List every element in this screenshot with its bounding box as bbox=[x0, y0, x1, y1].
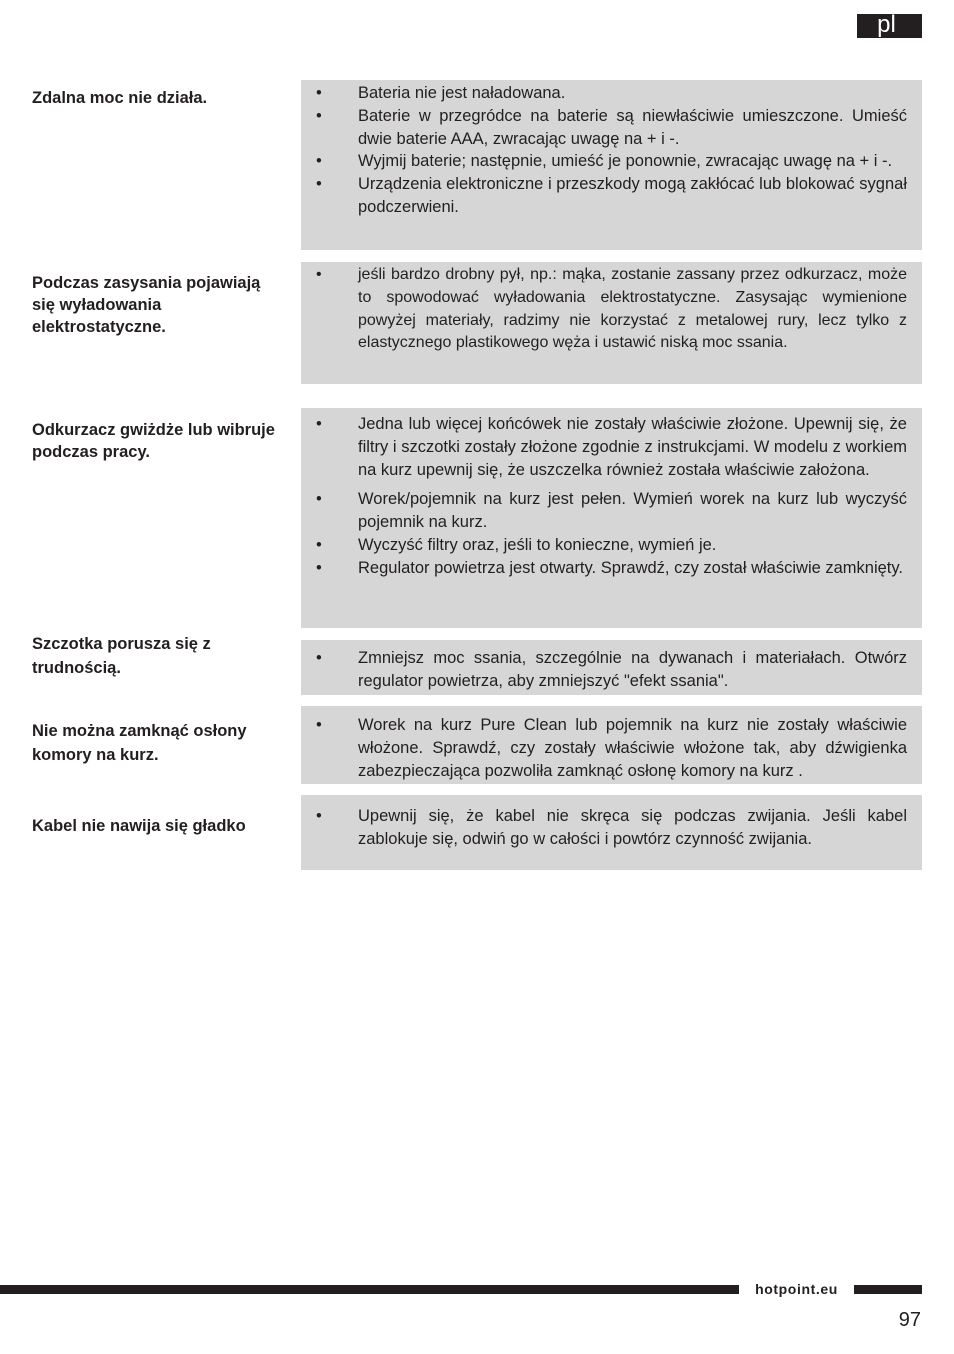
list-item: • Worek na kurz Pure Clean lub pojemnik na kurz nie zostały właściwie włożone. Sprawdź, czy zostały właściwie włożone tak, aby dźwigienka zabezpieczająca pozwoliła zamknąć osłonę komory na kurz . bbox=[316, 716, 907, 780]
problem-cable-rewind: Kabel nie nawija się gładko bbox=[32, 817, 246, 835]
solution-box-remote bbox=[301, 80, 922, 250]
footer-rule-left bbox=[0, 1285, 739, 1294]
bullet: • bbox=[316, 106, 322, 125]
bullet: • bbox=[316, 807, 322, 825]
solution-box-whistle bbox=[301, 408, 922, 628]
problem-whistles-vibrates: Odkurzacz gwiżdże lub wibruje podczas pracy. bbox=[32, 421, 275, 461]
bullet: • bbox=[316, 152, 322, 171]
list-item: • Zmniejsz moc ssania, szczególnie na dywanach i materiałach. Otwórz regulator powietrza, aby zmniejszyć "efekt ssania". bbox=[316, 649, 907, 690]
list-item: • Wyjmij baterie; następnie, umieść je ponownie, zwracając uwagę na + i -. bbox=[316, 150, 907, 173]
brand-url[interactable]: hotpoint.eu bbox=[755, 1281, 838, 1297]
list-item: • Jedna lub więcej końcówek nie zostały właściwie złożone. Upewnij się, że filtry i szczotki zostały złożone zgodnie z instrukcjami. W modelu z workiem na kurz upewnij się, że uszczelka również została właściwie założona. bbox=[316, 415, 907, 479]
problem-cover-wont-close: Nie można zamknąć osłony komory na kurz. bbox=[32, 722, 247, 764]
language-badge: pl bbox=[857, 14, 922, 38]
problem-brush-difficulty: Szczotka porusza się z trudnością. bbox=[32, 635, 211, 677]
solution-box-cover bbox=[301, 706, 922, 784]
list-item: • Urządzenia elektroniczne i przeszkody mogą zakłócać lub blokować sygnał podczerwieni. bbox=[316, 175, 907, 216]
bullet: • bbox=[316, 649, 322, 667]
list-item: • Regulator powietrza jest otwarty. Sprawdź, czy został właściwie zamknięty. bbox=[316, 557, 907, 580]
list-item: • Worek/pojemnik na kurz jest pełen. Wymień worek na kurz lub wyczyść pojemnik na kurz. bbox=[316, 490, 907, 532]
page-number: 97 bbox=[898, 1309, 921, 1331]
bullet: • bbox=[316, 535, 322, 554]
bullet: • bbox=[316, 716, 322, 734]
list-item: • Bateria nie jest naładowana. bbox=[316, 82, 907, 105]
list-item: • jeśli bardzo drobny pył, np.: mąka, zostanie zassany przez odkurzacz, może to spowodować wyładowania elektrostatyczne. Zasysając wymienione powyżej materiały, radzimy nie korzystać z metalowej rury, lecz tylko z elastycznego plastikowego węża i ustawić niską moc ssania. bbox=[316, 266, 907, 352]
solution-box-cable bbox=[301, 795, 922, 870]
solution-box-brush bbox=[301, 640, 922, 695]
bullet: • bbox=[316, 175, 322, 194]
footer-rule-right bbox=[854, 1285, 922, 1294]
bullet: • bbox=[316, 266, 322, 283]
list-item: • Upewnij się, że kabel nie skręca się podczas zwijania. Jeśli kabel zablokuje się, odwiń go w całości i powtórz czynność zwijania. bbox=[316, 807, 907, 848]
list-item: • Baterie w przegródce na baterie są niewłaściwie umieszczone. Umieść dwie baterie AAA, zwracając uwagę na + i -. bbox=[316, 106, 907, 148]
problem-remote-not-working: Zdalna moc nie działa. bbox=[32, 89, 208, 107]
bullet: • bbox=[316, 415, 322, 433]
solution-box-electrostatic bbox=[301, 262, 922, 384]
bullet: • bbox=[316, 84, 322, 102]
bullet: • bbox=[316, 558, 322, 577]
problem-electrostatic: Podczas zasysania pojawiają się wyładowania elektrostatyczne. bbox=[32, 274, 261, 336]
list-item: • Wyczyść filtry oraz, jeśli to konieczne, wymień je. bbox=[316, 534, 907, 557]
bullet: • bbox=[316, 490, 322, 509]
